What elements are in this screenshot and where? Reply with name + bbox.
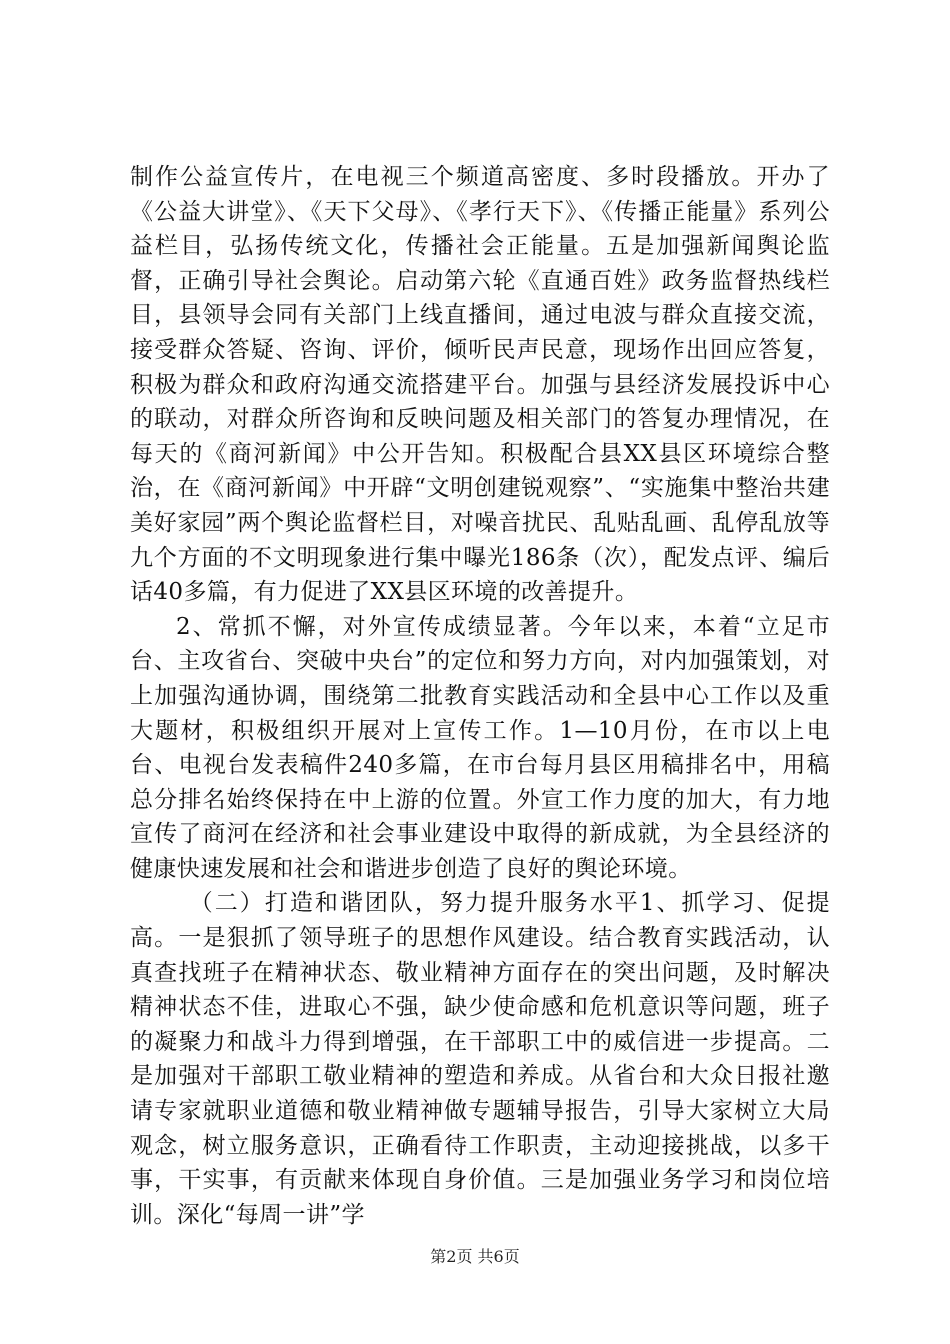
paragraph-external-publicity: 2、常抓不懈，对外宣传成绩显著。今年以来，本着“立足市台、主攻省台、突破中央台”的定位和努力方向，对内加强策划，对上加强沟通协调，围绕第二批教育实践活动和全县中心工作以及重大题材，积极组织开展对上宣传工作。1—10月份，在市以上电台、电视台发表稿件240多篇，在市台每月县区用稿排名中，用稿总分排名始终保持在中上游的位置。外宣工作力度的加大，有力地宣传了商河在经济和社会事业建设中取得的新成就，为全县经济的健康快速发展和社会和谐进步创造了良好的舆论环境。 bbox=[130, 613, 830, 882]
document-body bbox=[130, 160, 830, 1232]
paragraph-public-welfare: 制作公益宣传片，在电视三个频道高密度、多时段播放。开办了《公益大讲堂》、《天下父母》、《孝行天下》、《传播正能量》系列公益栏目，弘扬传统文化，传播社会正能量。五是加强新闻舆论监督，正确引导社会舆论。启动第六轮《直通百姓》政务监督热线栏目，县领导会同有关部门上线直播间，通过电波与群众直接交流，接受群众答疑、咨询、评价，倾听民声民意，现场作出回应答复，积极为群众和政府沟通交流搭建平台。加强与县经济发展投诉中心的联动，对群众所咨询和反映问题及相关部门的答复办理情况，在每天的《商河新闻》中公开告知。积极配合县XX县区环境综合整治，在《商河新闻》中开辟“文明创建锐观察”、“实施集中整治共建美好家园”两个舆论监督栏目，对噪音扰民、乱贴乱画、乱停乱放等九个方面的不文明现象进行集中曝光186条（次），配发点评、编后话40多篇，有力促进了XX县区环境的改善提升。 bbox=[130, 164, 830, 606]
paragraph-team-building: （二）打造和谐团队，努力提升服务水平1、抓学习、促提高。一是狠抓了领导班子的思想作风建设。结合教育实践活动，认真查找班子在精神状态、敬业精神方面存在的突出问题，及时解决精神状态不佳，进取心不强，缺少使命感和危机意识等问题，班子的凝聚力和战斗力得到增强，在干部职工中的威信进一步提高。二是加强对干部职工敬业精神的塑造和养成。从省台和大众日报社邀请专家就职业道德和敬业精神做专题辅导报告，引导大家树立大局观念，树立服务意识，正确看待工作职责，主动迎接挑战，以多干事，干实事，有贡献来体现自身价值。三是加强业务学习和岗位培训。深化“每周一讲”学 bbox=[130, 890, 830, 1228]
page-footer: 第2页 共6页 bbox=[430, 1247, 520, 1266]
